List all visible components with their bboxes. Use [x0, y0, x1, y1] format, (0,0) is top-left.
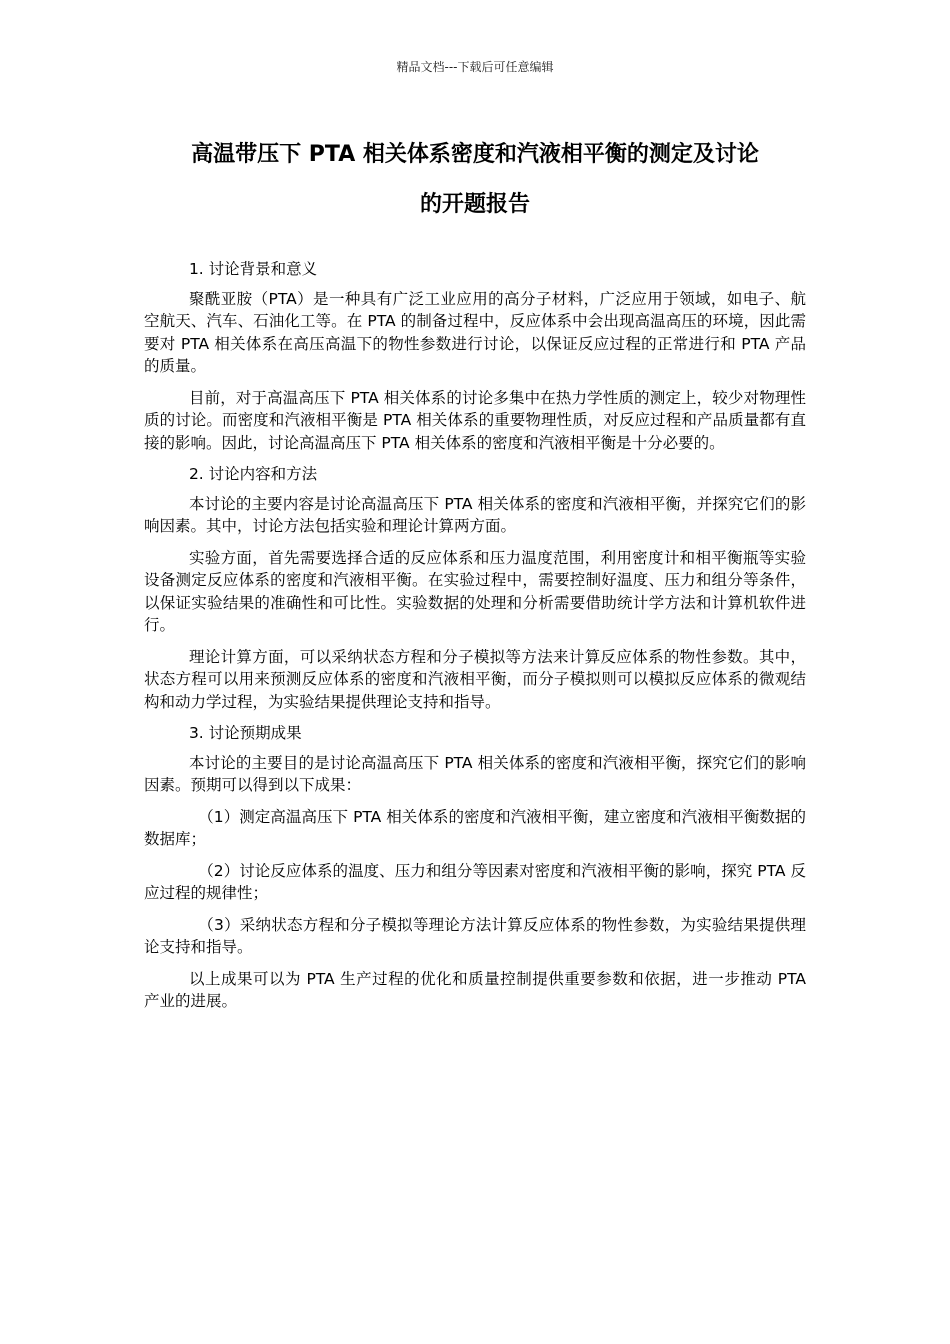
page-header-note: 精品文档---下载后可任意编辑 — [396, 60, 554, 74]
title-line-2: 的开题报告 — [419, 192, 530, 217]
section-3-list-item-2: （2）讨论反应体系的温度、压力和组分等因素对密度和汽液相平衡的影响，探究 PTA 反应过程的规律性； — [144, 861, 806, 902]
title-line-1: 高温带压下 PTA 相关体系密度和汽液相平衡的测定及讨论 — [191, 142, 759, 167]
section-1-paragraph-2: 目前，对于高温高压下 PTA 相关体系的讨论多集中在热力学性质的测定上，较少对物理性质的讨论。而密度和汽液相平衡是 PTA 相关体系的重要物理性质，对反应过程和产品质量都有直接的影响。因此，讨论高温高压下 PTA 相关体系的密度和汽液相平衡是十分必要的。 — [144, 388, 806, 452]
section-2-heading: 2. 讨论内容和方法 — [188, 465, 318, 483]
section-3-heading: 3. 讨论预期成果 — [188, 724, 302, 742]
section-3-list-item-1: （1）测定高温高压下 PTA 相关体系的密度和汽液相平衡，建立密度和汽液相平衡数据的数据库； — [144, 807, 806, 848]
document-body — [144, 258, 806, 1022]
section-1-heading: 1. 讨论背景和意义 — [188, 260, 318, 278]
section-2-paragraph-1: 本讨论的主要内容是讨论高温高压下 PTA 相关体系的密度和汽液相平衡，并探究它们的影响因素。其中，讨论方法包括实验和理论计算两方面。 — [144, 494, 806, 535]
section-2-paragraph-3: 理论计算方面，可以采纳状态方程和分子模拟等方法来计算反应体系的物性参数。其中，状态方程可以用来预测反应体系的密度和汽液相平衡，而分子模拟则可以模拟反应体系的微观结构和动力学过程，为实验结果提供理论支持和指导。 — [144, 647, 806, 711]
document-title — [140, 130, 810, 230]
section-2-paragraph-2: 实验方面，首先需要选择合适的反应体系和压力温度范围，利用密度计和相平衡瓶等实验设备测定反应体系的密度和汽液相平衡。在实验过程中，需要控制好温度、压力和组分等条件，以保证实验结果的准确性和可比性。实验数据的处理和分析需要借助统计学方法和计算机软件进行。 — [144, 548, 806, 634]
section-1-paragraph-1: 聚酰亚胺（PTA）是一种具有广泛工业应用的高分子材料，广泛应用于领域，如电子、航空航天、汽车、石油化工等。在 PTA 的制备过程中，反应体系中会出现高温高压的环境，因此需要对 PTA 相关体系在高压高温下的物性参数进行讨论，以保证反应过程的正常进行和 PTA 产品的质量。 — [144, 289, 806, 375]
section-3-paragraph-1: 本讨论的主要目的是讨论高温高压下 PTA 相关体系的密度和汽液相平衡，探究它们的影响因素。预期可以得到以下成果： — [144, 753, 806, 794]
section-3-list-item-3: （3）采纳状态方程和分子模拟等理论方法计算反应体系的物性参数，为实验结果提供理论支持和指导。 — [144, 915, 806, 956]
section-3-paragraph-2: 以上成果可以为 PTA 生产过程的优化和质量控制提供重要参数和依据，进一步推动 PTA 产业的进展。 — [144, 969, 806, 1010]
